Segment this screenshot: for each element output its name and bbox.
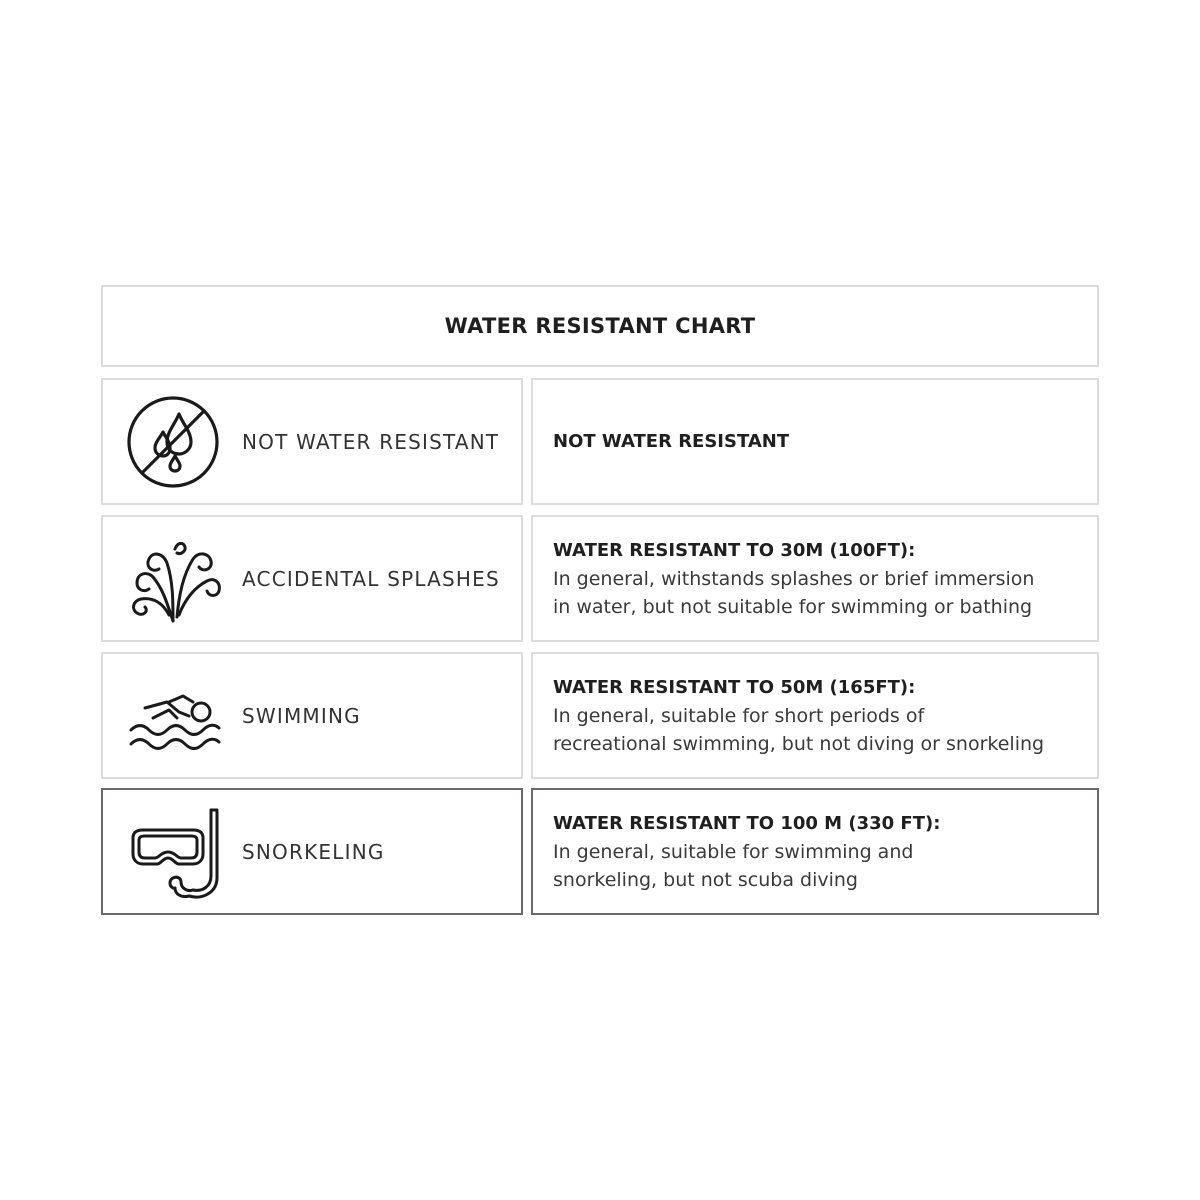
description-heading: WATER RESISTANT TO 50M (165FT):: [553, 676, 916, 698]
row-swimming-right: [531, 652, 1099, 779]
row-not-water-resistant-left: [101, 378, 523, 505]
row-swimming-left: [101, 652, 523, 779]
description-heading: NOT WATER RESISTANT: [553, 430, 790, 452]
description-line: in water, but not suitable for swimming or bathing: [553, 595, 1033, 618]
description: [553, 537, 1083, 621]
row-label: SWIMMING: [242, 703, 361, 728]
description-line: snorkeling, but not scuba diving: [553, 868, 858, 891]
no-water-icon: [123, 392, 223, 492]
row-snorkeling-right: [531, 788, 1099, 915]
description-heading: WATER RESISTANT TO 100 M (330 FT):: [553, 812, 941, 834]
splash-icon: [123, 529, 223, 629]
chart-title-box: [101, 285, 1099, 367]
row-label: NOT WATER RESISTANT: [242, 429, 500, 454]
row-label: SNORKELING: [242, 839, 385, 864]
description-line: In general, suitable for swimming and: [553, 840, 914, 863]
description: [553, 428, 1083, 456]
row-snorkeling-left: [101, 788, 523, 915]
chart-title: WATER RESISTANT CHART: [444, 314, 756, 338]
row-label: ACCIDENTAL SPLASHES: [242, 566, 500, 591]
description: [553, 674, 1083, 758]
swimmer-icon: [123, 666, 223, 766]
description: [553, 810, 1083, 894]
row-not-water-resistant-right: [531, 378, 1099, 505]
description-line: recreational swimming, but not diving or snorkeling: [553, 732, 1045, 755]
description-line: In general, suitable for short periods of: [553, 704, 925, 727]
row-accidental-splashes-left: [101, 515, 523, 642]
row-accidental-splashes-right: [531, 515, 1099, 642]
description-line: In general, withstands splashes or brief immersion: [553, 567, 1035, 590]
description-heading: WATER RESISTANT TO 30M (100FT):: [553, 539, 916, 561]
snorkel-mask-icon: [123, 802, 223, 902]
